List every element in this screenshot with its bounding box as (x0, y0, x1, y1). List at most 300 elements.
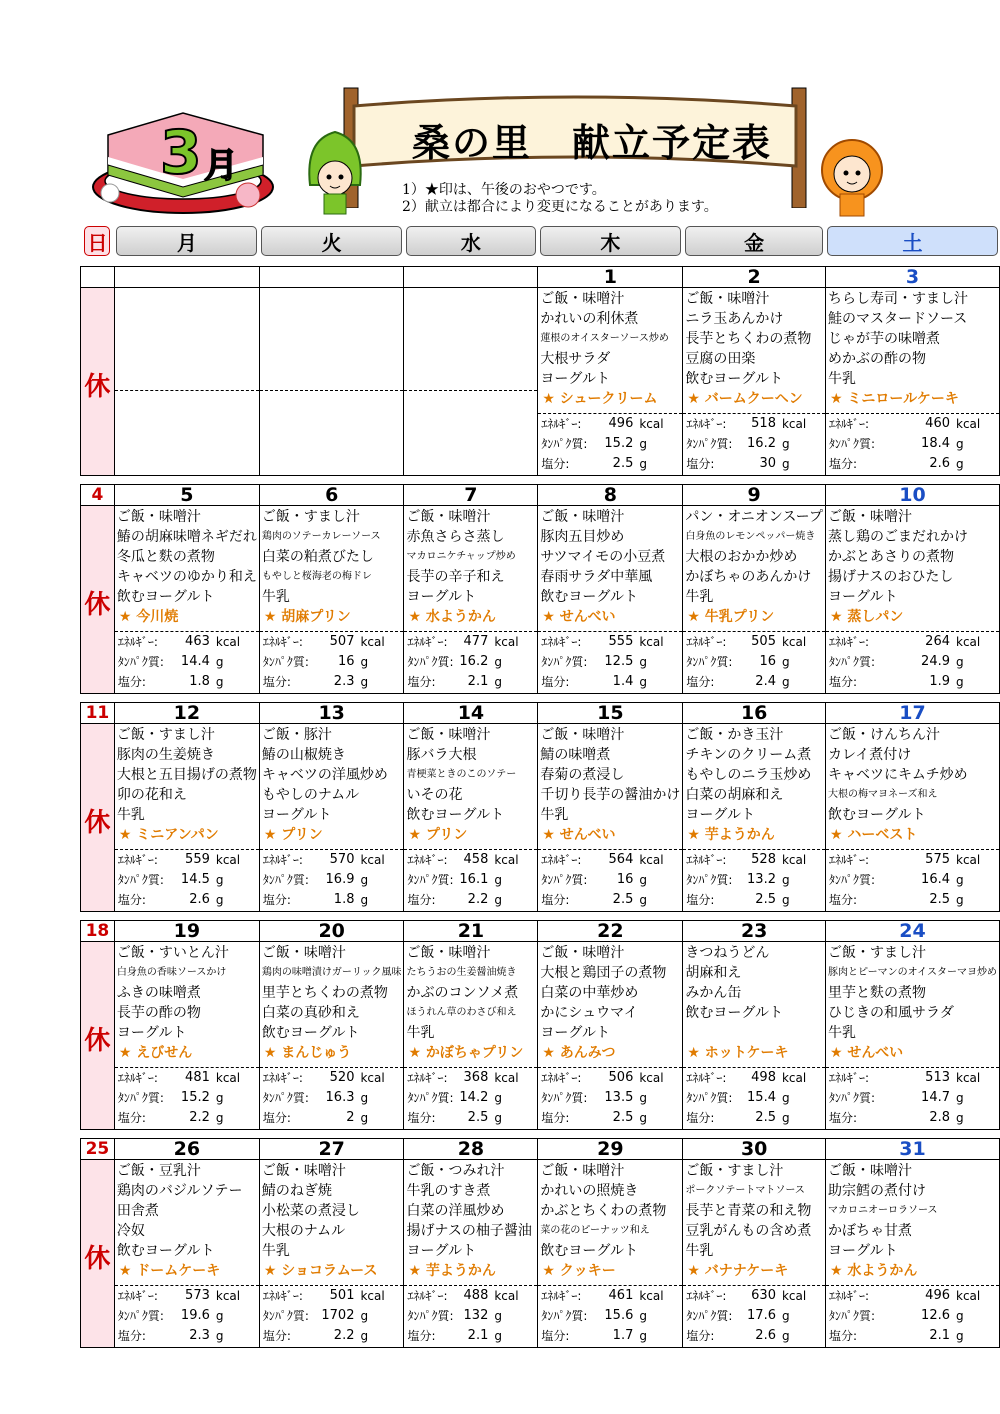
nutrition-unit: g (215, 893, 224, 907)
menu-item: ご飯・すまし汁 (685, 1163, 784, 1179)
nutrition-unit: kcal (956, 417, 981, 431)
nutrition-value: 501 (329, 1288, 355, 1303)
nutrition-unit: g (494, 675, 502, 689)
nutrition-label: ｴﾈﾙｷﾞｰ: (541, 1071, 582, 1085)
nutrition-value: 528 (751, 852, 776, 867)
nutrition-unit: g (215, 873, 224, 887)
menu-item: 牛乳 (685, 1243, 714, 1259)
menu-item: 飲むヨーグルト (540, 589, 638, 605)
nutrition-value: 14.2 (459, 1090, 489, 1105)
menu-item: 春菊の煮浸し (540, 767, 625, 783)
nutrition-value: 2.3 (189, 1328, 210, 1343)
menu-item: みかん缶 (685, 985, 742, 1001)
empty-day-cell (404, 267, 538, 476)
snack-item: ★ まんじゅう (263, 1045, 352, 1061)
weekday-saturday: 土 (827, 226, 997, 256)
snack-item: ★ ドームケーキ (118, 1263, 221, 1279)
nutrition-unit: g (494, 893, 502, 907)
snack-item: ★ えびせん (118, 1045, 193, 1061)
svg-text:月: 月 (204, 146, 238, 186)
nutrition-unit: kcal (956, 635, 981, 649)
nutrition-row-energy (538, 1286, 682, 1306)
nutrition-label: ｴﾈﾙｷﾞｰ: (117, 853, 158, 867)
nutrition-label: ﾀﾝﾊﾟｸ質: (262, 873, 309, 887)
menu-item: ほうれん草のわさび和え (406, 1007, 517, 1018)
menu-calendar (80, 224, 1000, 1348)
menu-item: 飲むヨーグルト (116, 1243, 215, 1259)
nutrition-unit: g (781, 1309, 790, 1323)
day-cell (259, 921, 404, 1130)
nutrition-label: ﾀﾝﾊﾟｸ質: (407, 655, 454, 669)
snack-item: ★ ミニロールケーキ (829, 391, 959, 407)
nutrition-value: 14.5 (180, 872, 210, 887)
nutrition-row-energy (683, 1286, 825, 1306)
menu-item: 助宗鱈の煮付け (827, 1183, 926, 1199)
day-number: 7 (404, 485, 537, 506)
nutrition-unit: g (956, 1091, 964, 1105)
nutrition-label: 塩分: (262, 893, 291, 907)
nutrition-info (115, 1285, 259, 1346)
menu-item: 白身魚のレモンペッパー焼き (685, 531, 816, 542)
nutrition-value: 505 (751, 634, 776, 649)
nutrition-value: 458 (463, 852, 489, 867)
nutrition-row-protein (826, 434, 999, 454)
nutrition-row-energy (115, 1068, 259, 1088)
menu-item: ヨーグルト (406, 1243, 477, 1259)
menu-item: 田舎煮 (116, 1203, 159, 1219)
nutrition-label: ﾀﾝﾊﾟｸ質: (117, 1309, 164, 1323)
menu-item: 長芋の辛子和え (406, 569, 505, 585)
day-number: 31 (826, 1139, 999, 1160)
menu-item: ひじきの和風サラダ (827, 1005, 954, 1021)
nutrition-value: 16.2 (459, 654, 489, 669)
nutrition-value: 2 (346, 1110, 355, 1125)
nutrition-row-energy (404, 850, 537, 870)
nutrition-value: 16 (616, 872, 634, 887)
sunday-cell (81, 485, 115, 694)
nutrition-label: 塩分: (828, 1111, 858, 1125)
snack-item: ★ 水ようかん (829, 1263, 918, 1279)
nutrition-label: 塩分: (262, 675, 291, 689)
day-number: 8 (538, 485, 682, 506)
nutrition-label: ｴﾈﾙｷﾞｰ: (686, 1289, 727, 1303)
menu-item: ご飯・かき玉汁 (685, 727, 784, 743)
nutrition-unit: g (494, 1309, 502, 1323)
nutrition-value: 18.4 (921, 436, 950, 451)
nutrition-row-protein (404, 870, 537, 890)
nutrition-label: ｴﾈﾙｷﾞｰ: (541, 1289, 582, 1303)
menu-item: ポークソテートマトソース (685, 1185, 805, 1196)
nutrition-unit: g (639, 655, 647, 669)
nutrition-value: 520 (329, 1070, 355, 1085)
nutrition-unit: g (781, 893, 790, 907)
nutrition-info (538, 849, 682, 910)
nutrition-value: 14.4 (180, 654, 210, 669)
menu-item: サツマイモの小豆煮 (540, 549, 666, 565)
nutrition-unit: g (494, 1091, 502, 1105)
nutrition-label: ﾀﾝﾊﾟｸ質: (686, 1091, 733, 1105)
nutrition-value: 630 (751, 1288, 776, 1303)
weekday-wednesday: 水 (406, 226, 536, 256)
nutrition-row-protein (115, 1306, 259, 1326)
nutrition-row-salt (538, 890, 682, 910)
menu-item: 白菜の胡麻和え (685, 787, 784, 803)
nutrition-value: 463 (185, 634, 210, 649)
nutrition-unit: g (781, 1111, 790, 1125)
nutrition-info (683, 1067, 825, 1128)
nutrition-row-energy (826, 1286, 999, 1306)
nutrition-value: 13.5 (604, 1090, 634, 1105)
day-number: 2 (683, 267, 825, 288)
menu-item: 鮭のマスタードソース (827, 311, 968, 327)
snack-item: ★ あんみつ (542, 1045, 616, 1061)
nutrition-row-energy (826, 632, 999, 652)
menu-item: 蒸し鶏のごまだれかけ (827, 529, 968, 545)
menu-item: ご飯・豚汁 (261, 727, 332, 743)
nutrition-unit: g (360, 1329, 369, 1343)
nutrition-unit: g (639, 1091, 647, 1105)
nutrition-label: ｴﾈﾙｷﾞｰ: (262, 1071, 303, 1085)
nutrition-label: 塩分: (407, 1111, 436, 1125)
day-cell (404, 921, 538, 1130)
nutrition-row-energy (404, 632, 537, 652)
nutrition-value: 1.7 (612, 1328, 634, 1343)
nutrition-unit: g (781, 675, 790, 689)
nutrition-unit: kcal (639, 1071, 664, 1085)
nutrition-value: 496 (925, 1288, 950, 1303)
nutrition-row-salt (115, 1108, 259, 1128)
page-title: 桑の里 献立予定表 (411, 121, 772, 165)
menu-item: ご飯・味噌汁 (116, 509, 201, 525)
menu-item: めかぶの酢の物 (827, 351, 926, 367)
nutrition-info (538, 1285, 682, 1346)
nutrition-label: ﾀﾝﾊﾟｸ質: (262, 655, 309, 669)
nutrition-unit: g (956, 655, 964, 669)
menu-item: かにシュウマイ (540, 1005, 638, 1021)
menu-item: 長芋の酢の物 (116, 1005, 201, 1021)
nutrition-row-salt (683, 1108, 825, 1128)
snack-item: ★ 今川焼 (118, 609, 179, 625)
nutrition-unit: g (781, 1091, 790, 1105)
sunday-date: 4 (81, 485, 114, 506)
nutrition-unit: kcal (494, 1289, 519, 1303)
nutrition-unit: g (494, 1111, 502, 1125)
menu-item: 牛乳のすき煮 (406, 1183, 491, 1199)
nutrition-row-protein (115, 652, 259, 672)
menu-item: 白菜の粕煮びたし (261, 549, 374, 565)
nutrition-value: 16.9 (325, 872, 355, 887)
nutrition-unit: kcal (360, 635, 385, 649)
nutrition-value: 2.2 (467, 892, 489, 907)
nutrition-label: ﾀﾝﾊﾟｸ質: (262, 1309, 309, 1323)
nutrition-label: ｴﾈﾙｷﾞｰ: (828, 853, 870, 867)
nutrition-unit: g (781, 1329, 790, 1343)
nutrition-value: 488 (463, 1288, 489, 1303)
menu-item: ご飯・味噌汁 (406, 509, 491, 525)
weekday-tuesday: 火 (261, 226, 402, 256)
nutrition-label: 塩分: (541, 457, 570, 471)
holiday-mark: 休 (84, 372, 111, 402)
nutrition-unit: kcal (360, 1071, 385, 1085)
nutrition-row-energy (683, 1068, 825, 1088)
nutrition-value: 2.5 (467, 1110, 489, 1125)
menu-item: 豚肉五目炒め (540, 529, 625, 545)
menu-item: ご飯・すまし汁 (116, 727, 215, 743)
day-cell (825, 703, 999, 912)
menu-item: 大根のナムル (261, 1223, 346, 1239)
nutrition-row-energy (538, 1068, 682, 1088)
menu-item: キャベツのゆかり和え (116, 569, 257, 585)
day-number: 13 (260, 703, 404, 724)
nutrition-row-salt (260, 672, 404, 692)
nutrition-value: 507 (329, 634, 355, 649)
menu-item: 豆腐の田楽 (685, 351, 756, 367)
day-number: 3 (826, 267, 999, 288)
week-row (81, 1139, 1000, 1348)
nutrition-unit: g (956, 457, 964, 471)
weekday-thursday: 木 (540, 226, 681, 256)
nutrition-row-salt (260, 1108, 404, 1128)
nutrition-label: ﾀﾝﾊﾟｸ質: (686, 655, 733, 669)
day-number: 28 (404, 1139, 537, 1160)
menu-item: かぶとあさりの煮物 (827, 549, 954, 565)
nutrition-unit: g (215, 1309, 224, 1323)
nutrition-label: ﾀﾝﾊﾟｸ質: (828, 873, 876, 887)
menu-item: もやしのナムル (261, 787, 360, 803)
nutrition-row-energy (826, 414, 999, 434)
nutrition-info (683, 1285, 825, 1346)
day-cell (114, 703, 259, 912)
nutrition-unit: g (215, 675, 224, 689)
nutrition-row-salt (826, 890, 999, 910)
empty-day-cell (259, 267, 404, 476)
nutrition-value: 564 (608, 852, 634, 867)
day-number: 20 (260, 921, 404, 942)
menu-item: 牛乳 (540, 807, 569, 823)
nutrition-row-energy (115, 1286, 259, 1306)
nutrition-row-energy (538, 850, 682, 870)
nutrition-row-salt (404, 1326, 537, 1346)
nutrition-row-salt (538, 672, 682, 692)
menu-item: ニラ玉あんかけ (685, 311, 784, 327)
nutrition-row-energy (115, 632, 259, 652)
day-number: 23 (683, 921, 825, 942)
notes (402, 182, 718, 216)
nutrition-label: ﾀﾝﾊﾟｸ質: (541, 873, 588, 887)
nutrition-unit: g (639, 457, 647, 471)
nutrition-unit: kcal (781, 635, 807, 649)
nutrition-row-salt (683, 672, 825, 692)
snack-item: ★ バナナケーキ (687, 1263, 789, 1279)
day-cell (683, 1139, 826, 1348)
menu-item: 大根の梅マヨネーズ和え (827, 789, 938, 800)
nutrition-unit: kcal (215, 1071, 241, 1085)
menu-item: 鰆の山椒焼き (261, 747, 346, 763)
nutrition-label: ｴﾈﾙｷﾞｰ: (407, 1071, 448, 1085)
nutrition-info (115, 631, 259, 692)
nutrition-unit: g (639, 1329, 647, 1343)
menu-item: ヨーグルト (540, 371, 610, 387)
day-number: 22 (538, 921, 682, 942)
nutrition-row-salt (115, 1326, 259, 1346)
nutrition-value: 2.5 (612, 1110, 634, 1125)
nutrition-label: ｴﾈﾙｷﾞｰ: (828, 1289, 870, 1303)
nutrition-row-protein (538, 1088, 682, 1108)
day-cell (825, 485, 999, 694)
snack-item: ★ クッキー (542, 1263, 616, 1279)
nutrition-row-energy (260, 1068, 404, 1088)
nutrition-row-protein (683, 652, 825, 672)
nutrition-row-protein (260, 870, 404, 890)
menu-item: ご飯・味噌汁 (261, 1163, 346, 1179)
nutrition-unit: g (956, 1309, 964, 1323)
nutrition-row-salt (826, 1108, 999, 1128)
menu-item: 白菜の真砂和え (261, 1005, 360, 1021)
menu-item: 白菜の洋風炒め (406, 1203, 505, 1219)
nutrition-label: ｴﾈﾙｷﾞｰ: (828, 1071, 870, 1085)
sunday-cell (81, 1139, 115, 1348)
nutrition-value: 16 (337, 654, 355, 669)
nutrition-label: ｴﾈﾙｷﾞｰ: (828, 417, 870, 431)
menu-item: ご飯・味噌汁 (540, 1163, 625, 1179)
flower-mascot-illustration (812, 130, 892, 222)
nutrition-label: ｴﾈﾙｷﾞｰ: (407, 1289, 448, 1303)
snack-item: ★ 牛乳プリン (687, 609, 775, 625)
nutrition-value: 16.2 (747, 436, 776, 451)
nutrition-label: ｴﾈﾙｷﾞｰ: (541, 417, 582, 431)
nutrition-label: ﾀﾝﾊﾟｸ質: (686, 1309, 733, 1323)
nutrition-label: ｴﾈﾙｷﾞｰ: (407, 853, 448, 867)
menu-item: きつねうどん (685, 945, 770, 961)
menu-item: ヨーグルト (406, 589, 477, 605)
snack-item: ★ バームクーヘン (687, 391, 803, 407)
menu-item: 胡麻和え (685, 965, 742, 981)
nutrition-value: 368 (463, 1070, 489, 1085)
nutrition-info (260, 1285, 404, 1346)
nutrition-value: 16.1 (459, 872, 489, 887)
menu-item: 牛乳 (406, 1025, 435, 1041)
nutrition-label: ﾀﾝﾊﾟｸ質: (686, 437, 733, 451)
day-cell (259, 1139, 404, 1348)
nutrition-label: ｴﾈﾙｷﾞｰ: (262, 853, 303, 867)
day-cell (683, 485, 826, 694)
nutrition-info (260, 631, 404, 692)
nutrition-label: 塩分: (828, 457, 858, 471)
note-2: 2）献立は都合により変更になることがあります。 (402, 199, 718, 215)
nutrition-value: 461 (608, 1288, 634, 1303)
day-cell (683, 703, 826, 912)
nutrition-unit: g (639, 873, 647, 887)
holiday-mark: 休 (84, 1244, 111, 1274)
nutrition-label: 塩分: (686, 1329, 715, 1343)
nutrition-unit: g (639, 1309, 647, 1323)
weekday-friday: 金 (685, 226, 824, 256)
nutrition-unit: g (215, 655, 224, 669)
nutrition-label: 塩分: (541, 1111, 570, 1125)
day-number: 9 (683, 485, 825, 506)
menu-item: 牛乳 (261, 1243, 290, 1259)
menu-item: 大根と鶏団子の煮物 (540, 965, 667, 981)
nutrition-info (826, 631, 999, 692)
day-number: 27 (260, 1139, 404, 1160)
menu-item: 飲むヨーグルト (685, 1005, 783, 1021)
nutrition-unit: kcal (215, 1289, 241, 1303)
nutrition-row-energy (683, 632, 825, 652)
day-cell (114, 485, 259, 694)
menu-item: 大根のおかか炒め (685, 549, 798, 565)
nutrition-value: 2.5 (612, 892, 634, 907)
snack-item: ★ 芋ようかん (408, 1263, 496, 1279)
day-cell (538, 485, 683, 694)
nutrition-unit: g (360, 893, 369, 907)
nutrition-value: 555 (608, 634, 634, 649)
nutrition-row-protein (115, 870, 259, 890)
sunday-cell (81, 703, 115, 912)
nutrition-info (826, 413, 999, 474)
nutrition-info (683, 413, 825, 474)
nutrition-value: 513 (925, 1070, 950, 1085)
menu-item: 牛乳 (685, 589, 714, 605)
nutrition-value: 15.2 (604, 436, 634, 451)
nutrition-row-protein (538, 652, 682, 672)
nutrition-value: 518 (751, 416, 776, 431)
menu-item: 春雨サラダ中華風 (540, 569, 653, 585)
sunday-cell (81, 921, 115, 1130)
nutrition-unit: kcal (215, 853, 241, 867)
nutrition-value: 12.6 (921, 1308, 950, 1323)
nutrition-value: 2.1 (467, 1328, 489, 1343)
nutrition-label: ｴﾈﾙｷﾞｰ: (828, 635, 870, 649)
sunday-date (81, 267, 114, 288)
nutrition-unit: g (956, 873, 964, 887)
menu-item: 飲むヨーグルト (685, 371, 783, 387)
nutrition-label: 塩分: (686, 1111, 715, 1125)
nutrition-label: ｴﾈﾙｷﾞｰ: (686, 1071, 727, 1085)
day-number: 1 (538, 267, 682, 288)
nutrition-label: ｴﾈﾙｷﾞｰ: (117, 635, 158, 649)
nutrition-label: 塩分: (541, 893, 570, 907)
nutrition-unit: kcal (956, 1071, 981, 1085)
nutrition-unit: g (956, 1111, 964, 1125)
menu-item: ご飯・味噌汁 (540, 945, 625, 961)
snack-item: ★ せんべい (542, 609, 616, 625)
snack-item: ★ プリン (263, 827, 323, 843)
nutrition-row-salt (826, 454, 999, 474)
nutrition-value: 575 (925, 852, 950, 867)
menu-item: ご飯・味噌汁 (827, 509, 912, 525)
menu-item: 卯の花和え (116, 787, 187, 803)
menu-item: ヨーグルト (827, 1243, 898, 1259)
menu-item: かぶのコンソメ煮 (406, 985, 519, 1001)
menu-item: たちうおの生姜醤油焼き (406, 967, 517, 978)
day-cell (825, 921, 999, 1130)
nutrition-row-energy (404, 1068, 537, 1088)
nutrition-value: 2.2 (333, 1328, 355, 1343)
nutrition-row-salt (260, 1326, 404, 1346)
nutrition-value: 1702 (321, 1308, 355, 1323)
nutrition-label: ﾀﾝﾊﾟｸ質: (407, 873, 454, 887)
note-1: 1）★印は、午後のおやつです。 (402, 182, 606, 198)
day-number: 19 (115, 921, 259, 942)
menu-item: 豆乳がんもの含め煮 (685, 1223, 812, 1239)
nutrition-value: 2.6 (189, 892, 210, 907)
snack-item: ★ ミニアンパン (118, 827, 219, 843)
nutrition-info (538, 1067, 682, 1128)
nutrition-label: ﾀﾝﾊﾟｸ質: (541, 655, 588, 669)
week-row (81, 267, 1000, 476)
nutrition-unit: kcal (360, 1289, 385, 1303)
week-row (81, 703, 1000, 912)
